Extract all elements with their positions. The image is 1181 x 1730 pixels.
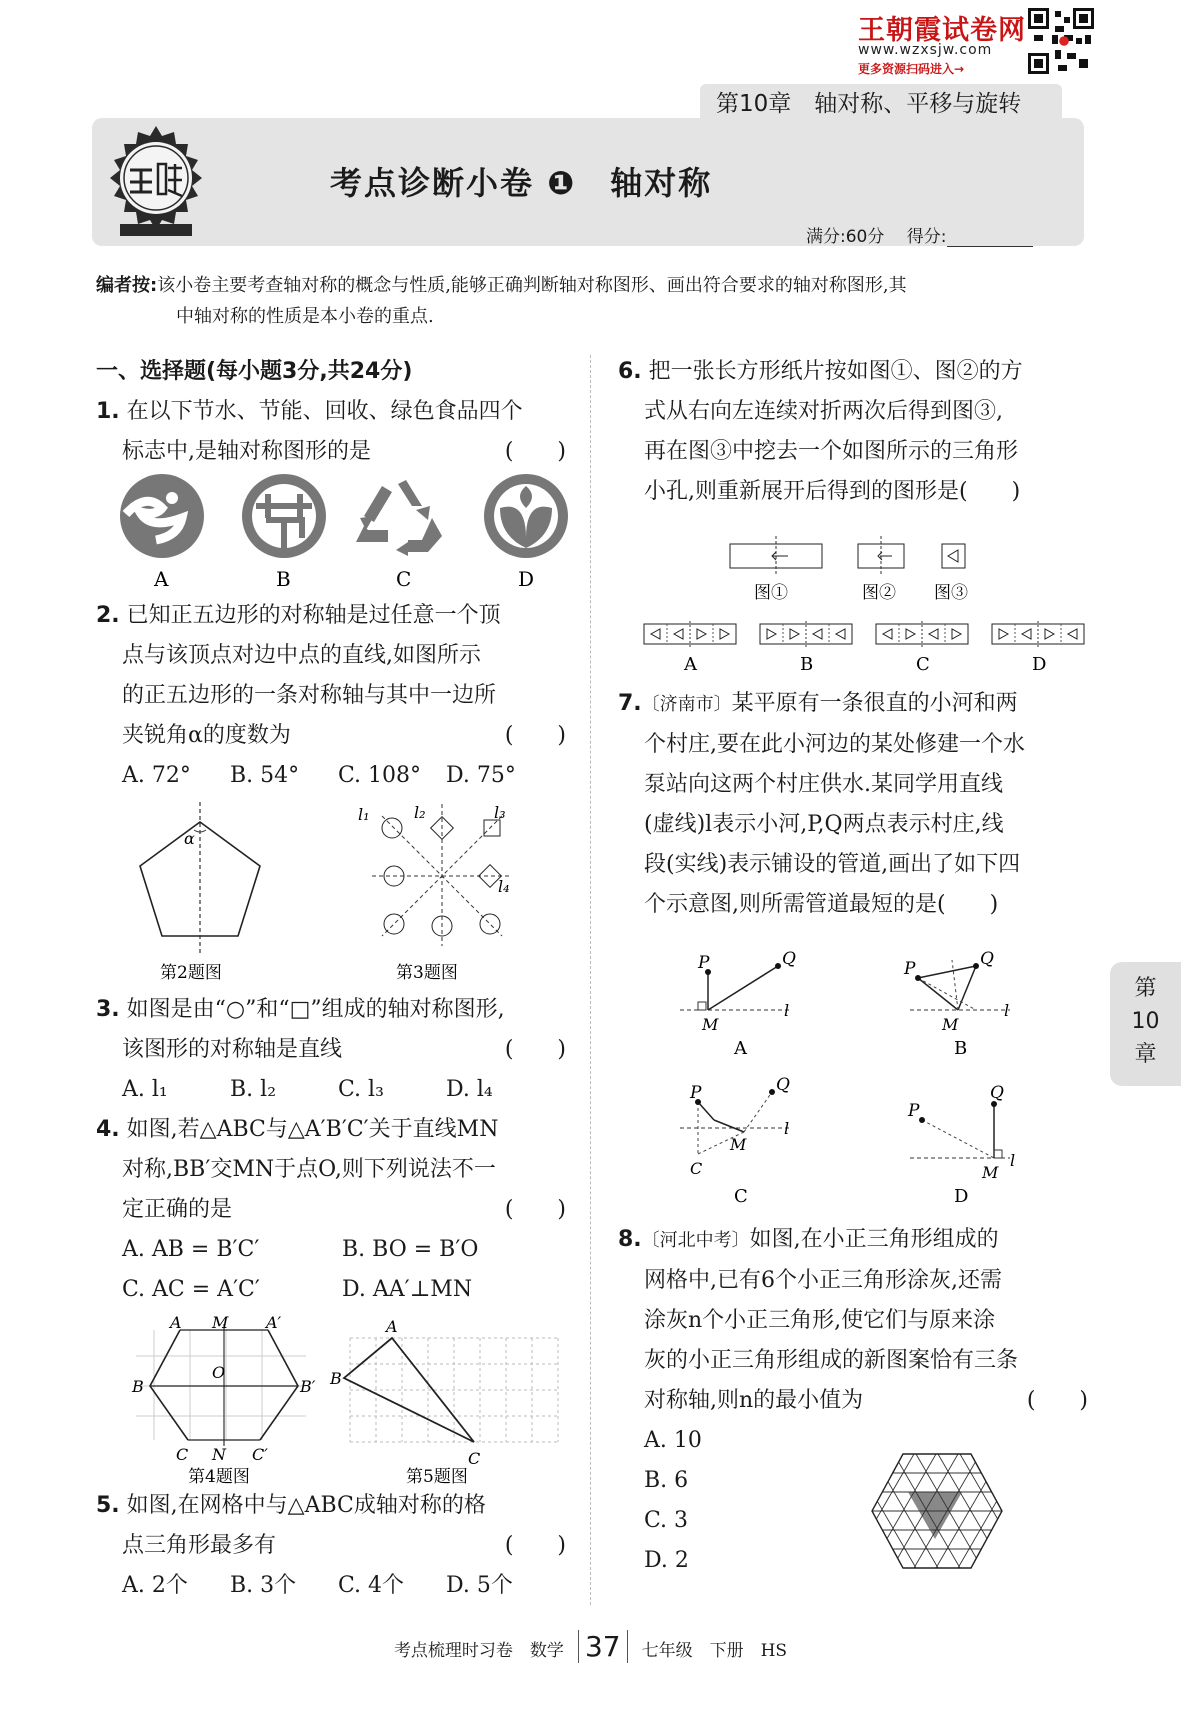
q7b-pt-q: Q xyxy=(980,949,994,969)
q4-option-c[interactable]: C. AC = A′C′ xyxy=(122,1277,260,1302)
score-blank[interactable] xyxy=(947,230,1033,247)
q5-number: 5. xyxy=(96,1493,120,1518)
q7a-pt-l: l xyxy=(784,1001,790,1020)
q2-text3: 的正五边形的一条对称轴与其中一边所 xyxy=(122,683,497,708)
side-tab-line3: 章 xyxy=(1134,1042,1157,1067)
q8-text4: 灰的小正三角形组成的新图案恰有三条 xyxy=(644,1348,1019,1373)
q5-caption: 第5题图 xyxy=(406,1467,468,1487)
q1-number: 1. xyxy=(96,399,120,424)
q6-text2: 式从右向左连续对折两次后得到图③, xyxy=(644,399,1003,424)
qr-code-icon[interactable] xyxy=(1028,8,1094,74)
q5-option-c[interactable]: C. 4个 xyxy=(338,1573,405,1598)
q7-number: 7. xyxy=(618,691,642,716)
q5-option-b[interactable]: B. 3个 xyxy=(230,1573,297,1598)
energy-saving-logo-icon[interactable] xyxy=(242,474,326,591)
q6-caption-2: 图② xyxy=(862,583,896,603)
q2-option-d[interactable]: D. 75° xyxy=(446,763,516,788)
left-column-q2 xyxy=(96,596,566,796)
q8-answer-blank[interactable]: ( ) xyxy=(1026,1388,1088,1413)
q3-option-c[interactable]: C. l₃ xyxy=(338,1077,384,1102)
q4-pt-a: A xyxy=(170,1316,182,1332)
q4-pt-c-prime: C′ xyxy=(252,1445,268,1464)
q4-option-a[interactable]: A. AB = B′C′ xyxy=(122,1237,260,1262)
side-tab-line1: 第 xyxy=(1134,976,1157,1001)
q2-options xyxy=(96,756,566,796)
q7b-pt-l: l xyxy=(1004,1001,1010,1020)
q7b-pt-p: P xyxy=(904,959,916,979)
chapter-side-tab[interactable] xyxy=(1110,962,1181,1086)
q8-option-c[interactable]: C. 3 xyxy=(644,1508,689,1533)
q3-line-l3: l₃ xyxy=(494,803,506,822)
note-line2: 中轴对称的性质是本小卷的重点. xyxy=(176,306,434,327)
q6-options-figure[interactable] xyxy=(644,621,1084,675)
q4-pt-a-prime: A′ xyxy=(266,1316,282,1332)
q6-label-d: D xyxy=(1032,654,1047,675)
q7d-pt-q: Q xyxy=(990,1083,1004,1103)
q3-option-b[interactable]: B. l₂ xyxy=(230,1077,277,1102)
q7-text5: 段(实线)表示铺设的管道,画出了如下四 xyxy=(644,852,1021,877)
q2 xyxy=(96,596,566,796)
q5-text1: 如图,在网格中与△ABC成轴对称的格 xyxy=(126,1493,486,1518)
brand-name: 王朝霞试卷网 xyxy=(858,15,1026,46)
q8-option-d[interactable]: D. 2 xyxy=(644,1548,689,1573)
q6-text1: 把一张长方形纸片按如图①、图②的方 xyxy=(648,359,1023,384)
q2-alpha-label: α xyxy=(184,829,195,848)
q4-caption: 第4题图 xyxy=(188,1467,250,1487)
q7c-pt-p: P xyxy=(690,1083,702,1103)
q6-figure xyxy=(640,532,1090,678)
q3-caption: 第3题图 xyxy=(396,963,458,983)
q4-pt-b: B xyxy=(132,1377,144,1396)
note-line1: 该小卷主要考查轴对称的概念与性质,能够正确判断轴对称图形、画出符合要求的轴对称图形,其 xyxy=(157,275,907,296)
q7-text1: 某平原有一条很直的小河和两 xyxy=(731,691,1018,716)
left-column-q3-q4 xyxy=(96,990,566,1310)
q4-text1: 如图,若△ABC与△A′B′C′关于直线MN xyxy=(126,1117,499,1142)
q7a-pt-q: Q xyxy=(782,949,796,969)
section-heading: 一、选择题(每小题3分,共24分) xyxy=(96,359,413,384)
q6-number: 6. xyxy=(618,359,642,384)
q3-option-a[interactable]: A. l₁ xyxy=(122,1077,168,1102)
right-column-q7 xyxy=(618,684,1088,925)
q7-option-b-figure[interactable] xyxy=(903,949,1010,1059)
q8 xyxy=(618,1220,1088,1581)
q5 xyxy=(96,1486,566,1606)
column-divider xyxy=(590,355,591,1605)
q5-figure xyxy=(329,1317,558,1487)
q4-option-b[interactable]: B. BO = B′O xyxy=(342,1237,479,1262)
side-tab-line2: 10 xyxy=(1131,1009,1160,1034)
footer-left: 考点梳理时习卷 数学 xyxy=(393,1641,564,1661)
q1-label-c: C xyxy=(396,567,412,591)
q5-pt-a: A xyxy=(386,1317,398,1336)
q3-text1: 如图是由“○”和“□”组成的轴对称图形, xyxy=(126,997,505,1022)
q8-text1: 如图,在小正三角形组成的 xyxy=(749,1227,999,1252)
q7c-pt-c: C xyxy=(690,1159,703,1178)
score-full: 满分:60分 xyxy=(806,227,885,247)
q4-text2: 对称,BB′交MN于点O,则下列说法不一 xyxy=(122,1157,496,1182)
q5-answer-blank[interactable]: ( ) xyxy=(504,1533,566,1558)
water-saving-logo-icon[interactable] xyxy=(120,474,204,591)
page-number: 37 xyxy=(578,1630,628,1663)
q8-triangle-grid-figure xyxy=(870,1452,1004,1570)
q6-caption-3: 图③ xyxy=(934,583,968,603)
q3-line-l4: l₄ xyxy=(498,877,510,896)
q1-label-a: A xyxy=(154,567,169,591)
q5-option-d[interactable]: D. 5个 xyxy=(446,1573,513,1598)
q3-line-l1: l₁ xyxy=(358,805,370,824)
q2-option-c[interactable]: C. 108° xyxy=(338,763,422,788)
q7-option-d-figure[interactable] xyxy=(907,1083,1015,1207)
q8-number: 8. xyxy=(618,1227,642,1252)
editor-note xyxy=(96,270,1088,332)
q4-pt-o: O xyxy=(212,1363,226,1382)
q4-options-1 xyxy=(96,1230,566,1270)
q3-answer-blank[interactable]: ( ) xyxy=(504,1037,566,1062)
brand-url[interactable]: www.wzxsjw.com xyxy=(858,42,993,58)
q7c-pt-l: l xyxy=(784,1119,790,1138)
q3-line-l2: l₂ xyxy=(414,803,426,822)
q2-caption: 第2题图 xyxy=(160,963,222,983)
q8-text5: 对称轴,则n的最小值为 xyxy=(644,1388,864,1413)
q6-fold-steps xyxy=(730,536,968,603)
q2-text2: 点与该顶点对边中点的直线,如图所示 xyxy=(122,643,481,668)
brand-subtext: 更多资源扫码进入→ xyxy=(858,62,965,76)
q6-text4: 小孔,则重新展开后得到的图形是( ) xyxy=(644,479,1021,504)
q8-text3: 涂灰n个小正三角形,使它们与原来涂 xyxy=(644,1308,996,1333)
footer xyxy=(0,1630,1181,1663)
q1 xyxy=(96,392,566,472)
q1-label-d: D xyxy=(518,567,535,591)
q3-figure xyxy=(358,803,512,983)
q4-figure xyxy=(131,1316,316,1487)
q7d-pt-p: P xyxy=(908,1101,920,1121)
q4-pt-m: M xyxy=(212,1316,229,1332)
q6-caption-1: 图① xyxy=(754,583,788,603)
q2-option-b[interactable]: B. 54° xyxy=(230,763,300,788)
q5-options xyxy=(96,1566,566,1606)
q8-option-b[interactable]: B. 6 xyxy=(644,1468,689,1493)
q7-figure xyxy=(660,944,1080,1214)
q3-option-d[interactable]: D. l₄ xyxy=(446,1077,493,1102)
q7-option-c-figure[interactable] xyxy=(680,1075,790,1207)
q4-answer-blank[interactable]: ( ) xyxy=(504,1197,566,1222)
q2-option-a[interactable]: A. 72° xyxy=(122,763,191,788)
score-got-label: 得分: xyxy=(906,227,947,247)
q7d-pt-m: M xyxy=(982,1163,999,1182)
q3 xyxy=(96,990,566,1110)
q7c-pt-m: M xyxy=(730,1135,747,1154)
q5-text2: 点三角形最多有 xyxy=(122,1533,277,1558)
q2-text1: 已知正五边形的对称轴是过任意一个顶 xyxy=(126,603,501,628)
q7-label-b: B xyxy=(954,1038,968,1059)
right-column-q6 xyxy=(618,352,1088,512)
q2-q3-figures xyxy=(116,796,576,986)
q6-label-c: C xyxy=(916,654,930,675)
q7-label-d: D xyxy=(954,1186,969,1207)
q1-text2: 标志中,是轴对称图形的是 xyxy=(122,439,371,464)
q1-text1: 在以下节水、节能、回收、绿色食品四个 xyxy=(126,399,523,424)
q5-option-a[interactable]: A. 2个 xyxy=(122,1573,188,1598)
q2-text4: 夹锐角α的度数为 xyxy=(122,723,291,748)
q7-text3: 泵站向这两个村庄供水.某同学用直线 xyxy=(644,772,1003,797)
q7b-pt-m: M xyxy=(942,1015,959,1034)
q1-answer-blank[interactable]: ( ) xyxy=(504,439,566,464)
left-column xyxy=(96,352,566,472)
q7-option-a-figure[interactable] xyxy=(680,949,796,1059)
q2-pentagon-figure xyxy=(140,802,260,983)
green-food-logo-icon[interactable] xyxy=(484,474,568,591)
q8-text2: 网格中,已有6个小正三角形涂灰,还需 xyxy=(644,1268,1002,1293)
q7-text4: (虚线)l表示小河,P,Q两点表示村庄,线 xyxy=(644,812,1004,837)
q7-label-c: C xyxy=(734,1186,748,1207)
q4-pt-c: C xyxy=(176,1445,189,1464)
q6-label-a: A xyxy=(684,654,697,675)
q7-text2: 个村庄,要在此小河边的某处修建一个水 xyxy=(644,732,1025,757)
q2-answer-blank[interactable]: ( ) xyxy=(504,723,566,748)
page-title: 考点诊断小卷 ❶ 轴对称 xyxy=(330,164,713,202)
q4-text3: 定正确的是 xyxy=(122,1197,233,1222)
q6-label-b: B xyxy=(800,654,814,675)
left-column-q5 xyxy=(96,1486,566,1606)
q4-option-d[interactable]: D. AA′⊥MN xyxy=(342,1277,473,1302)
note-label: 编者按: xyxy=(96,275,158,296)
q7-text6: 个示意图,则所需管道最短的是( ) xyxy=(644,892,999,917)
q3-number: 3. xyxy=(96,997,120,1022)
score-line xyxy=(806,222,1033,247)
q8-option-a[interactable]: A. 10 xyxy=(644,1428,702,1453)
recycle-logo-icon[interactable] xyxy=(356,480,442,591)
q7-label-a: A xyxy=(734,1038,747,1059)
q3-options xyxy=(96,1070,566,1110)
q7d-pt-l: l xyxy=(1010,1151,1016,1170)
q1-figure xyxy=(116,474,576,592)
q4-number: 4. xyxy=(96,1117,120,1142)
chapter-tab: 第10章 轴对称、平移与旋转 xyxy=(700,84,1062,124)
right-column-q8 xyxy=(618,1220,1088,1581)
q8-source: 〔河北中考〕 xyxy=(641,1230,750,1251)
q5-pt-b: B xyxy=(330,1369,342,1388)
q7c-pt-q: Q xyxy=(776,1075,790,1095)
q4 xyxy=(96,1110,566,1310)
q7 xyxy=(618,684,1088,925)
q2-number: 2. xyxy=(96,603,120,628)
footer-right: 七年级 下册 HS xyxy=(641,1641,788,1661)
q7a-pt-p: P xyxy=(698,953,710,973)
author-seal-icon xyxy=(100,124,212,240)
q1-label-b: B xyxy=(276,567,291,591)
q4-pt-n: N xyxy=(212,1445,226,1464)
q4-options-2 xyxy=(96,1270,566,1310)
q5-pt-c: C xyxy=(468,1449,481,1468)
q4-q5-figures xyxy=(116,1316,576,1488)
q7-source: 〔济南市〕 xyxy=(641,694,732,715)
q3-text2: 该图形的对称轴是直线 xyxy=(122,1037,343,1062)
q6 xyxy=(618,352,1088,512)
q7a-pt-m: M xyxy=(702,1015,719,1034)
q4-pt-b-prime: B′ xyxy=(300,1377,316,1396)
q6-text3: 再在图③中挖去一个如图所示的三角形 xyxy=(644,439,1019,464)
